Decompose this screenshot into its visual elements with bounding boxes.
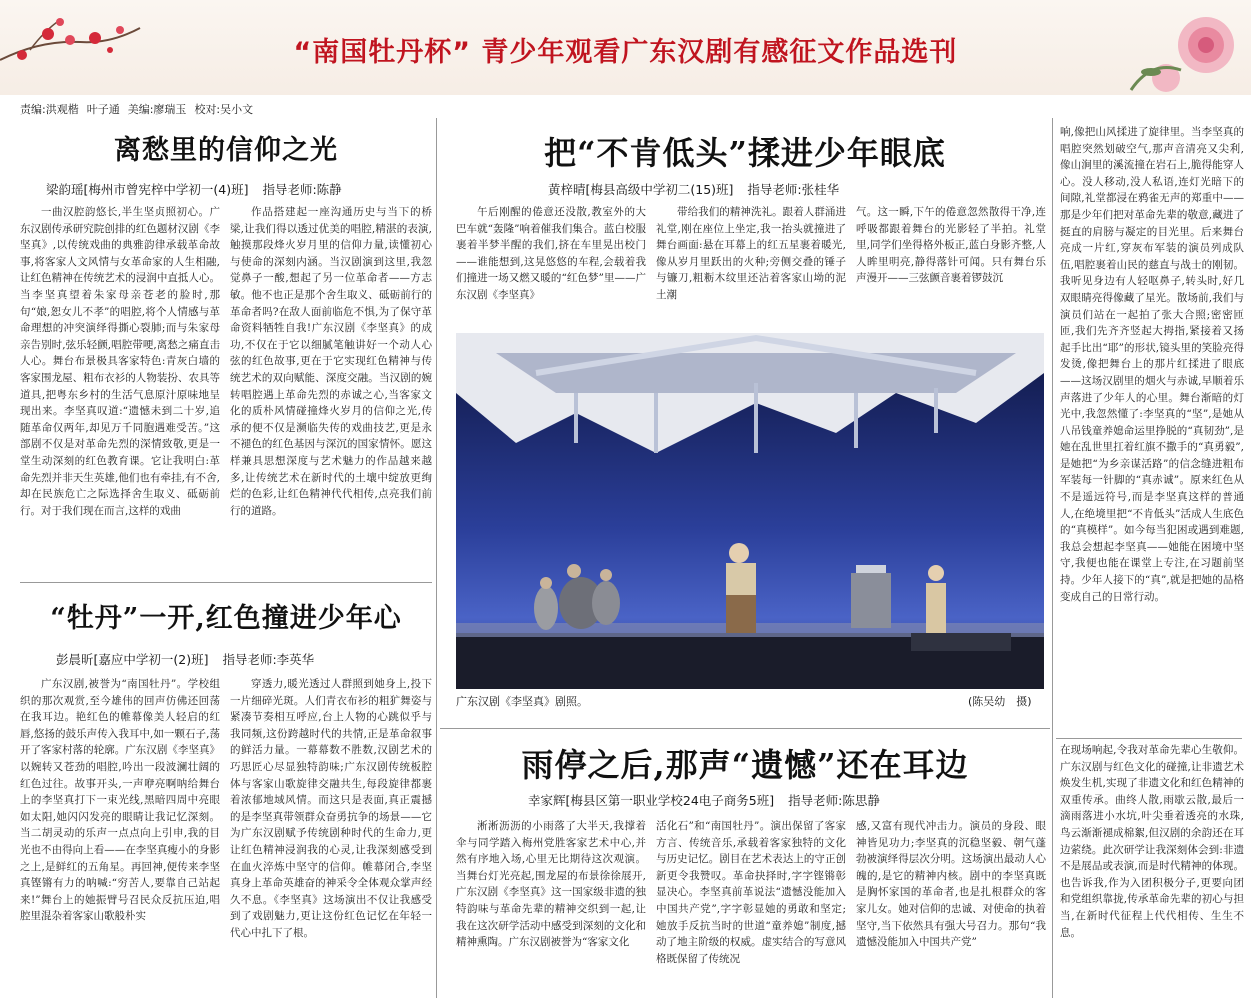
article-1-title: 离愁里的信仰之光 (114, 135, 338, 166)
paragraph: 气。这一瞬,下午的倦意忽然散得干净,连呼吸都跟着舞台的光影轻了半拍。礼堂里,同学们坐得格外板正,蓝白身影齐整,人人眸里明亮,静得落针可闻。只有舞台乐声漫开——三弦颤音裹着锣鼓沉 (856, 206, 1046, 285)
designer-credit: 美编:廖瑞玉 (127, 103, 187, 116)
column-divider (436, 118, 437, 998)
teacher: 指导老师:张桂华 (747, 182, 840, 197)
article-1-byline (46, 180, 342, 198)
article-2-column-2 (230, 676, 432, 996)
article-2-byline (56, 650, 314, 668)
paragraph: 淅淅沥沥的小雨落了大半天,我撑着伞与同学踏入梅州党胜客家艺术中心,并然有序地入场,心里无比期待这次观演。当舞台灯光亮起,围龙屋的布景徐徐展开,广东汉剧《李坚真》这一国家级非遗的独特韵味与革命先辈的精神交织到一起,让我在这次研学活动中感受到深刻的文化和精神熏陶。广东汉剧被誉为“客家文化 (456, 820, 646, 949)
page-title: “南国牡丹杯” 青少年观看广东汉剧有感征文作品选刊 (293, 37, 958, 68)
peony-icon (1111, 0, 1251, 95)
paragraph: 穿透力,暖光透过人群照到她身上,投下一片细碎光斑。人们青衣布衫的粗犷舞姿与紧凑节奏相互呼应,台上人物的心跳似乎与我同频,这份跨越时代的共情,正是革命叙事的鲜活力量。一幕幕数不胜数,汉剧艺术的巧思匠心尽显独特韵味;广东汉剧传统板腔体与客家山歌旋律交融共生,每段旋律都裹着浓郁地域风情。而这只是表面,真正震撼的是李坚真带领群众奋勇抗争的场景——它为广东汉剧赋予传统剧种时代的生命力,更让红色精神浸润我的心灵,让我深刻感受到在血火淬炼中坚守的信仰。帷幕闭合,李坚真身上革命英雄奋的神采令全体观众掌声经久不息。《李坚真》这场演出不仅让我感受到了戏剧魅力,更让这份红色记忆在年轻一代心中扎下了根。 (230, 678, 432, 939)
article-divider (20, 582, 432, 583)
paragraph: 带给我们的精神洗礼。跟着人群涌进礼堂,刚在座位上坐定,我一抬头就撞进了舞台画面:悬在耳幕上的红五星裹着暖光,像从岁月里跃出的火种;旁侧交叠的锤子与镰刀,粗粝木纹里还沾着客家山坳的泥土潮 (656, 206, 846, 301)
paragraph: 在现场响起,令我对革命先辈心生敬仰。广东汉剧与红色文化的碰撞,让非遗艺术焕发生机,实现了非遗文化和红色精神的双重传承。曲终人散,雨歇云散,最后一滴雨落进小水坑,叶尖垂着透亮的水珠,鸟云渐渐褪成棉絮,但汉剧的余韵还在耳边萦绕。此次研学让我深刻体会到:非遗不是展品或表演,而是时代精神的体现。也告诉我,作为入团积极分子,更要向团和党组织靠拢,传承革命先辈的初心与担当,在新时代征程上代代相传、生生不息。 (1060, 744, 1244, 939)
column-divider (1052, 118, 1053, 998)
paragraph: 响,像把山风揉进了旋律里。当李坚真的唱腔突然划破空气,那声音清亮又尖利,像山涧里的溪流撞在岩石上,脆得能穿人心。没人移动,没人私语,连灯光暗下的间隙,礼堂都浸在鸦雀无声的郑重中——那是少年们把对革命先辈的敬意,藏进了挺直的肩膀与凝定的目光里。后来舞台亮成一片红,穿灰布军装的演员列成队伍,唱腔裹着山民的慈直与战士的刚韧。我听见身边有人轻呕鼻子,转头时,好几双眼睛亮得像藏了星光。散场前,我们与演员们站在一起拍了张大合照;密密匝匝,我们先齐齐竖起大拇指,紧接着又扬起手比出“耶”的形状,镜头里的笑脸亮得发烫,像把舞台上的那片红揉进了眼底——这场汉剧里的烟火与赤诚,早顺着乐声落进了少年人的心里。舞台渐暗的灯光中,我忽然懂了:李坚真的“坚”,是她从八吊钱童养媳命运里挣脱的“真韧劲”,是她在乱世里扛着红旗不撒手的“真勇毅”,是她把“为乡亲谋活路”的信念缝进粗布军装每一针脚的“真赤诚”。原来红色从不是遥远符号,而是李坚真这样的普通人,在绝境里把“不肯低头”活成人生底色的“真模样”。如今每当犯困或遇到难题,我总会想起李坚真——她能在困境中坚守,我便也能在课堂上专注,在习题前坚持。少年人接下的“真”,就是把她的品格变成自己的日常行动。 (1060, 126, 1244, 603)
editor-credit-2: 叶子通 (86, 103, 120, 116)
editor-credit: 责编:洪观楷 (20, 103, 79, 116)
paragraph: 一曲汉腔韵悠长,半生坚贞照初心。广东汉剧传承研究院创排的红色题材汉剧《李坚真》,以传统戏曲的典雅韵律承载革命故事,将客家人文风情与女革命家的人生相融,让红色精神在传统艺术的浸润中直抵人心。当李坚真望着朱家母亲苍老的脸时,那句“娘,恕女儿不孝”的唱腔,将个人情感与革命理想的冲突演绎得撕心裂肺;而与朱家母亲告别时,弦乐轻颤,唱腔带哽,离愁之痛直击人心。舞台布景极具客家特色:青灰白墙的客家围龙屋、粗布衣衫的人物装扮、农具等道具,把粤东乡村的生活气息原汁原味地呈现出来。李坚真叹道:“遗憾未到二十岁,追随革命仅两年,却见万千同胞遇难受苦。”这部剧不仅是对革命先烈的深情致敬,更是一堂生动深刻的红色教育课。它让我明白:革命先烈并非天生英雄,他们也有牵挂,有不舍,却在民族危亡之际选择舍生取义、砥砺前行。对于我们现在而言,这样的戏曲 (20, 206, 220, 517)
article-4-column-1 (456, 818, 646, 998)
masthead-banner (0, 0, 1251, 95)
article-3-byline (548, 180, 839, 198)
article-3-column-3 (856, 204, 1046, 328)
article-2-column-1 (20, 676, 220, 996)
author: 幸家辉[梅县区第一职业学校24电子商务5班] (528, 793, 775, 808)
article-2-title: “牡丹”一开,红色撞进少年心 (50, 603, 402, 634)
proofreader-credit: 校对:吴小文 (194, 103, 254, 116)
author: 黄梓晴[梅县高级中学初二(15)班] (548, 182, 734, 197)
article-3-column-4 (1060, 124, 1244, 734)
paragraph: 广东汉剧,被誉为“南国牡丹”。学校组织的那次观赏,至今雄伟的回声仿佛还回荡在我耳边。艳红色的帷幕像美人轻启的红唇,悠扬的鼓乐声传入我耳中,如一颗石子,荡开了客家村落的轮廓。广东汉剧《李坚真》以婉转又苍劲的唱腔,吟出一段波澜壮阔的红色过往。故事开头,一声咿亮啊呐给舞台上的李坚真打下一束光线,黑暗四周中亮眼如太阳,她闪闪发亮的眼睛让我记忆深刻。当二胡灵动的乐声一点点向上引申,我的目光也不由得向上看——在李坚真瘦小的身影之上,是鲜红的五角星。再回神,便传来李坚真铿锵有力的呐喊:“穷苦人,要靠自己站起来!”舞台上的她振臂号召民众反抗压迫,唱腔里混杂着客家山歌般朴实 (20, 678, 220, 923)
paragraph: 感,又富有现代冲击力。演员的身段、眼神皆见功力;李坚真的沉稳坚毅、朝气蓬勃被演绎得层次分明。这场演出最动人心魄的,是它的精神内核。剧中的李坚真既是胸怀家国的革命者,也是扎根群众的客家儿女。她对信仰的忠诚、对使命的执着坚守,当下依然具有强大号召力。那句“我遗憾没能加入中国共产党” (856, 820, 1046, 949)
author: 彭晨昕[嘉应中学初一(2)班] (56, 652, 209, 667)
paragraph: 作品搭建起一座沟通历史与当下的桥梁,让我们得以透过优美的唱腔,精湛的表演,触摸那段烽火岁月里的信仰力量,读懂初心与使命的深刻内涵。当汉剧演到这里,我忽觉鼻子一酸,想起了另一位革命者——方志敏。他不也正是那个舍生取义、砥砺前行的革命者吗?在敌人面前临危不惧,为了保守革命资料牺牲自我!广东汉剧《李坚真》的成功,不仅在于它以细腻笔触讲好一个动人心弦的红色故事,更在于它实现红色精神与传统艺术的双向赋能、深度交融。当汉剧的婉转唱腔遇上革命先烈的赤诚之心,当客家文化的质朴风情碰撞烽火岁月的信仰之光,传承的便不仅是濒临失传的戏曲技艺,更是永不褪色的红色基因与深沉的国家情怀。愿这样兼具思想深度与艺术魅力的作品越来越多,让传统艺术在新时代的土壤中绽放更绚烂的色彩,让红色精神代代相传,点亮我们前行的道路。 (230, 206, 432, 517)
paragraph: 活化石”和“南国牡丹”。演出保留了客家方言、传统音乐,承载着客家独特的文化与历史记忆。剧目在艺术表达上的守正创新更令我赞叹。革命抉择时,字字铿锵彰显决心。李坚真前革说法“遗憾没能加入中国共产党”,字字彰显她的勇敢和坚定;她放手反抗当时的世道“童养媳”制度,撼动了地主阶级的权威。虚实结合的写意风格既保留了传统况 (656, 820, 846, 965)
photo-caption: 广东汉剧《李坚真》剧照。 (456, 695, 588, 708)
article-3-column-1 (456, 204, 646, 328)
article-1-column-2 (230, 204, 432, 578)
article-1-column-1 (20, 204, 220, 578)
article-3-title: 把“不肯低头”揉进少年眼底 (544, 134, 946, 172)
article-4-byline (528, 791, 880, 809)
author: 梁韵瑶[梅州市曾宪梓中学初一(4)班] (46, 182, 249, 197)
article-divider (440, 728, 1050, 729)
teacher: 指导老师:陈静 (262, 182, 342, 197)
photo-credit: (陈吴幼 摄) (968, 695, 1032, 708)
article-4-column-4 (1060, 742, 1244, 998)
teacher: 指导老师:陈思静 (788, 793, 880, 808)
stage-photo (456, 333, 1044, 689)
paragraph: 午后刚醒的倦意还没散,教室外的大巴车就“轰隆”响着催我们集合。蓝白校服裹着半梦半醒的我们,挤在车里晃出校门——谁能想到,这晃悠悠的车程,会载着我们撞进一场又燃又暖的“红色梦”里——广东汉剧《李坚真》 (456, 206, 646, 301)
article-4-column-3 (856, 818, 1046, 998)
article-3-column-2 (656, 204, 846, 328)
article-4-title: 雨停之后,那声“遗憾”还在耳边 (521, 746, 969, 784)
editor-credits (20, 101, 261, 117)
article-4-column-2 (656, 818, 846, 998)
article-divider (1056, 738, 1242, 739)
stage-scene-image (456, 333, 1044, 689)
teacher: 指导老师:李英华 (222, 652, 315, 667)
